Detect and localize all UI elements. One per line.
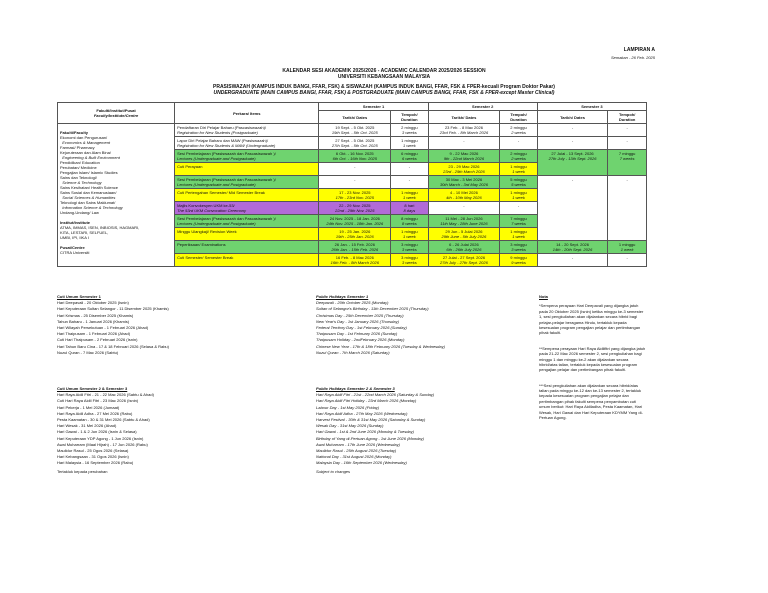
list-item: Hari Raya Aidil Fitri - 21 - 22 Mac 2026 (Sabtu & Ahad) <box>57 392 154 398</box>
s2-duration: 2 minggu 2 weeks <box>500 124 538 137</box>
item-cell: Majlis Konvokesyen UKM ke-53/ The 53rd UKM Convocation Ceremony <box>175 202 319 215</box>
list-item: Sultan of Selangor's Birthday - 11th December 2025 (Thursday) <box>316 306 429 312</box>
list-item: Labour Day - 1st May 2026 (Friday) <box>316 404 380 410</box>
item-cell: Lapor Diri Pelajar Baharu dan MAW (Prasiswazah)/ Registration for New Students & MAW (Undergraduate) <box>175 137 319 150</box>
item-cell: Cuti Pertengahan Semester/ Mid Semester Break <box>175 189 319 202</box>
item-cell: Cuti Perayaan <box>175 163 319 176</box>
list-item: Hari Krismas - 25 Disember 2025 (Khamis) <box>57 312 134 318</box>
header-row-1 <box>58 103 647 111</box>
notes-heading: Nota <box>539 294 548 299</box>
table-row <box>58 124 647 137</box>
s2-date: - <box>428 137 500 150</box>
faculty-list: Fakulti/Faculty Ekonomi dan Pengurusan/ Economics & Management Farmasi/ Pharmacy Kejuruteraan dan Alam Bina/ Engineering & Built Environment Pendidikan/ Education Perubatan/ Medicine Pengajian Islam/ Islamic Studies Sains dan Teknologi/ Science & Technology Sains Kesihatan/ Health Science Sains Sosial dan Kemanusiaan/ Social Sciences & Humanities Teknologi dan Sains Maklumat/ Information Science & Technology Undang-Undang/ Law Institut/Institute ATMA, IMMAS, ISEN, INBIOSIS, HAGMARI, KITA, LESTARI, SELFUEL, UMBI, IPI, IIKA I Pusat/Centre CITRA Universiti <box>58 124 175 267</box>
list-item: Awal Muharram - 17th June 2026 (Wednesday) <box>316 441 400 447</box>
s2-date: 29 Jun - 5 Julai 2026 29th June - 5th July 2026 <box>428 228 500 241</box>
item-cell: Sesi Pembelajaran (Prasiswazah dan Pascasiswazah )/ Lectures (Undergraduate and Postgraduate) <box>175 215 319 228</box>
dates-header: Tarikh/ Dates <box>428 111 500 124</box>
s1-duration: 1 minggu 1 week <box>391 189 429 202</box>
s2-date: 23 - 29 Mac 2026 23rd - 29th March 2026 <box>428 163 500 176</box>
public-holidays-sem1-en <box>316 294 526 356</box>
lampiran-label: LAMPIRAN A <box>623 47 655 53</box>
list-item: Maulidur Rasul - 25th August 2026 (Tuesday) <box>316 447 397 453</box>
s2-date: 27 Julai - 27 Sept. 2026 27th July - 27th Sept. 2026 <box>428 254 500 267</box>
semester-3-header: Semester 3 <box>537 103 646 111</box>
s3-date: - <box>537 124 607 137</box>
s3-duration: 1 minggu 1 week <box>608 241 647 254</box>
s1-duration: - <box>391 176 429 189</box>
list-item: Hari Raya Aidil Adha - 27th May 2026 (Wednesday) <box>316 410 408 416</box>
items-header: Perkara/ Items <box>175 103 319 124</box>
list-item: Nuzul Quran - 7 Mac 2026 (Sabtu) <box>57 349 119 355</box>
s2-duration: 3 minggu 3 weeks <box>500 241 538 254</box>
list-item: Thaipusam Day - 1st February 2026 (Sunday) <box>316 331 398 337</box>
s2-duration: 1 minggu 1 week <box>500 163 538 176</box>
list-item: Hari Raya Aidil Fitri - 21st - 22nd March 2026 (Saturday & Sunday) <box>316 392 435 398</box>
section-heading: Cuti Umum Semester 1 <box>57 294 101 299</box>
s2-date: 23 Feb. - 8 Mac 2026 23rd Feb. - 8th March 2026 <box>428 124 500 137</box>
public-holidays-sem2-ms <box>57 386 297 476</box>
s1-duration: 8 minggu 8 weeks <box>391 215 429 228</box>
s2-date: - <box>428 202 500 215</box>
item-cell: Pendaftaran Diri Pelajar Baharu (Pascasiswazah)/ Registration for New Students (Postgraduate) <box>175 124 319 137</box>
s1-date: 6 Okt. - 16 Nov. 2025 6th Oct. - 16th Nov. 2025 <box>319 150 391 163</box>
note-2: **Sempena perayaan Hari Raya Aidilfitri yang dijangka jatuh pada 21-22 Mac 2026 semester 2, sesi pengkuliahan bagi minggu 1 dan minggu ke-2 akan dijalankan secara hibrid/atas talian, tertakluk kepada kesesuaian program pengajian pelajar dan pertimbangan pihak fakulti. <box>539 345 646 373</box>
dates-header: Tarikh/ Dates <box>319 111 391 124</box>
s1-date: 22 - 29 Nov. 2025 22nd - 29th Nov. 2025 <box>319 202 391 215</box>
s1-duration: 3 minggu 3 weeks <box>391 254 429 267</box>
list-item: Chinese New Year - 17th & 18th February 2026 (Tuesday & Wednesday) <box>316 343 445 349</box>
list-item: Thaipusam Holiday - 2ndFebruary 2026 (Monday) <box>316 337 405 343</box>
s1-date: - <box>319 163 391 176</box>
s3-duration: - <box>608 254 647 267</box>
list-item: Hari Keputeraan Sultan Selangor - 11 Disember 2025 (Khamis) <box>57 306 169 312</box>
list-item: Hari Malaysia - 16 September 2026 (Rabu) <box>57 460 134 466</box>
list-item: Hari Tahun Baru Cina - 17 & 18 Februari 2026 (Selasa & Rabu) <box>57 343 169 349</box>
s3-duration: - <box>608 137 647 150</box>
list-item: Christmas Day - 25th December 2025 (Thursday) <box>316 312 404 318</box>
list-item: National Day - 31st August 2026 (Monday) <box>316 454 392 460</box>
semester-1-header: Semester 1 <box>319 103 428 111</box>
list-item: Hari Pekerja - 1 Mei 2026 (Jumaat) <box>57 404 120 410</box>
duration-header: Tempoh/ Duration <box>500 111 538 124</box>
s1-duration: 2 minggu 3 weeks <box>391 124 429 137</box>
s2-duration: 5 minggu 5 weeks <box>500 176 538 189</box>
note-3: ***Sesi pengkuliahan akan dijalankan secara hibrid/atas talian pada minggu ke-12 dan ke-13 semester 2, tertakluk kepada kesesuaian program pengajian pelajar dan pertimbangan pihak fakulti sempena penyambutan cuti umum berikut: Hari Raya Aidiladha, Pesta Kaamatan, Hari Wesak, Hari Gawai dan Hari Keputeraan KDYMM Yang di-Pertuan Agong. <box>539 382 643 421</box>
list-item: Federal Territory Day - 1st February 2026 (Sunday) <box>316 324 407 330</box>
s3-date: - <box>537 176 607 241</box>
list-item: Deepavali - 20th October 2025 (Monday) <box>316 300 389 306</box>
s1-duration: 1 minggu 1 week <box>391 228 429 241</box>
item-cell: Sesi Pembelajaran (Prasiswazah dan Pascasiswazah )/ Lectures (Undergraduate and Postgraduate) <box>175 150 319 163</box>
s2-date: 11 Mei - 28 Jun 2026 11th May - 28th June 2026 <box>428 215 500 228</box>
list-item: Wesak Day - 31st May 2026 (Sunday) <box>316 423 384 429</box>
s1-duration: - <box>391 163 429 176</box>
list-item: Maulidur Rasul - 25 Ogos 2026 (Selasa) <box>57 447 129 453</box>
public-holidays-sem2-en <box>316 386 526 476</box>
duration-header: Tempoh/ Duration <box>608 111 647 124</box>
list-item: Hari Raya Aidil Adha - 27 Mei 2026 (Rabu) <box>57 410 133 416</box>
s2-date: 9 - 22 Mac 2026 9th - 22nd March 2026 <box>428 150 500 163</box>
section-heading: Cuti Umum Semester 2 & Semester 3 <box>57 386 128 391</box>
s1-date: - <box>319 176 391 189</box>
list-item: Hari Kebangsaan - 31 Ogos 2026 (Isnin) <box>57 454 129 460</box>
s2-duration: - <box>500 137 538 150</box>
calendar-table <box>57 102 647 267</box>
s3-duration: - <box>608 176 647 241</box>
faculty-header: Fakulti/Institut/Pusat Faculty/Institute/Centre <box>58 103 175 124</box>
list-item: Cuti Hari Thaipusam - 2 Februari 2026 (Isnin) <box>57 337 138 343</box>
list-item: Harvest Festival - 30th & 31st May 2026 (Saturday & Sunday) <box>316 416 426 422</box>
s2-duration: 7 minggu 7 weeks <box>500 215 538 228</box>
s1-duration: 6 minggu 6 weeks <box>391 150 429 163</box>
s3-duration: 7 minggu 7 weeks <box>608 150 647 176</box>
s2-date: 4 - 10 Mei 2026 4th - 10th May 2026 <box>428 189 500 202</box>
s2-date: 6 - 26 Julai 2026 6th - 26th July 2026 <box>428 241 500 254</box>
note-1: *Sempena perayaan Hari Deepavali yang dijangka jatuh pada 20 Oktober 2025 (Isnin) ketika minggu ke-3 semester 1, sesi pengkuliahan akan dijalankan secara hibrid bagi pelajar-pelajar beragama Hindu, tertakluk kepada kesesuaian program pengajian pelajar dan pertimbangan pihak fakulti. <box>539 303 644 336</box>
list-item: Cuti Hari Raya Aidil Fitri - 23 Mac 2026 (Isnin) <box>57 398 139 404</box>
list-item: Hari Keputeraan YDP Agong - 1 Jun 2026 (Isnin) <box>57 435 144 441</box>
program-scope-ms: PRASISWAZAH (KAMPUS INDUK BANGI, FFAR, FSK) & SISWAZAH (KAMPUS INDUK BANGI, FFAR, FSK & FPER-kecuali Program Doktor Pakar) <box>213 84 555 90</box>
list-item: Pesta Kaamatan - 30 & 31 Mei 2026 (Sabtu & Ahad) <box>57 416 150 422</box>
s3-date: 27 Julai - 13 Sept. 2026 27th July - 13th Sept. 2026 <box>537 150 607 176</box>
item-cell: Minggu Ulangkaji/ Revision Week <box>175 228 319 241</box>
program-scope-en: UNDERGRADUATE (MAIN CAMPUS BANGI, FFAR, FSK) & POSTGRADUATE (MAIN CAMPUS BANGI, FFAR, FSK & FPER-except Master Clinical) <box>213 90 555 96</box>
calendar-title: KALENDAR SESI AKADEMIK 2025/2026 - ACADEMIC CALENDAR 2025/2026 SESSION <box>282 68 486 74</box>
s1-duration: 1 minggu 1 week <box>391 137 429 150</box>
s2-duration: 2 minggu 2 weeks <box>500 150 538 163</box>
list-item: Hari Raya Aidil Fitri Holiday - 23rd March 2026 (Monday) <box>316 398 417 404</box>
list-item: Awal Muharram (Maal Hijrah) - 17 Jun 2026 (Rabu) <box>57 441 148 447</box>
s2-duration: 1 minggu 1 week <box>500 189 538 202</box>
s2-date: 30 Mac - 3 Mei 2026 30th March - 3rd May 2026 <box>428 176 500 189</box>
s3-date: - <box>537 137 607 150</box>
list-item: Birthday of Yang di-Pertuan Agong - 1st June 2026 (Monday) <box>316 435 424 441</box>
revision-date: Semakan - 26 Feb. 2025 <box>610 55 655 60</box>
semester-2-header: Semester 2 <box>428 103 537 111</box>
s2-duration: 9 minggu 9 weeks <box>500 254 538 267</box>
s1-date: 19 - 25 Jan. 2026 19th - 25th Jan. 2026 <box>319 228 391 241</box>
university-name: UNIVERSITI KEBANGSAAN MALAYSIA <box>337 74 431 80</box>
s2-duration: 1 minggu 1 week <box>500 228 538 241</box>
list-item: Tahun Baharu - 1 Januari 2026 (Khamis) <box>57 318 130 324</box>
s3-date: - <box>537 254 607 267</box>
list-item: Hari Deepavali - 20 Oktober 2025 (Isnin) <box>57 300 129 306</box>
subject-to-change-note: Tertakluk kepada perubahan <box>57 469 108 475</box>
public-holidays-sem1-ms <box>57 294 297 356</box>
section-heading: Public Holidays Semester 2 & Semester 3 <box>316 386 395 391</box>
item-cell: Cuti Semester/ Semester Break <box>175 254 319 267</box>
item-cell: Sesi Pembelajaran (Prasiswazah dan Pascasiswazah )/ Lectures (Undergraduate and Postgraduate) <box>175 176 319 189</box>
list-item: Hari Thaipusam - 1 Februari 2026 (Ahad) <box>57 331 131 337</box>
s3-date: 14 - 20 Sept. 2026 14th - 20th Sept. 2026 <box>537 241 607 254</box>
s1-duration: 3 minggu 3 weeks <box>391 241 429 254</box>
subject-to-change-note: Subject to changes <box>316 469 351 475</box>
s1-date: 27 Sept. - 5 Okt. 2025 27th Sept. - 5th Oct. 2025 <box>319 137 391 150</box>
s1-date: 17 - 23 Nov. 2025 17th - 23rd Nov. 2025 <box>319 189 391 202</box>
list-item: Nuzul Quran - 7th March 2026 (Saturday) <box>316 349 390 355</box>
s3-duration: - <box>608 124 647 137</box>
s1-date: 24 Nov. 2025 - 18 Jan. 2026 24th Nov. 2025 - 18th Jan. 2026 <box>319 215 391 228</box>
s1-date: 16 Feb. - 8 Mac 2026 16th Feb. - 8th March 2026 <box>319 254 391 267</box>
list-item: Hari Wesak - 31 Mei 2026 (Ahad) <box>57 423 117 429</box>
s1-duration: 8 hari 8 days <box>391 202 429 215</box>
list-item: Hari Wilayah Persekutuan - 1 Februari 2026 (Ahad) <box>57 324 149 330</box>
list-item: Hari Gawai - 1 & 2 Jun 2026 (Isnin & Selasa) <box>57 429 137 435</box>
dates-header: Tarikh/ Dates <box>537 111 607 124</box>
duration-header: Tempoh/ Duration <box>391 111 429 124</box>
s1-date: 26 Jan. - 15 Feb. 2026 26th Jan. - 15th Feb. 2026 <box>319 241 391 254</box>
list-item: Malaysia Day - 16th September 2026 (Wednesday) <box>316 460 407 466</box>
list-item: Hari Gawai - 1st & 2nd June 2026 (Monday & Tuesday) <box>316 429 414 435</box>
item-cell: Peperiksaan/ Examinations <box>175 241 319 254</box>
section-heading: Public Holidays Semester 1 <box>316 294 369 299</box>
list-item: New Year's Day - 1st January 2026 (Thursday) <box>316 318 399 324</box>
s1-date: 19 Sept. - 5 Okt. 2025 19th Sept. - 5th Oct. 2025 <box>319 124 391 137</box>
notes-section <box>539 294 647 420</box>
s2-duration: - <box>500 202 538 215</box>
